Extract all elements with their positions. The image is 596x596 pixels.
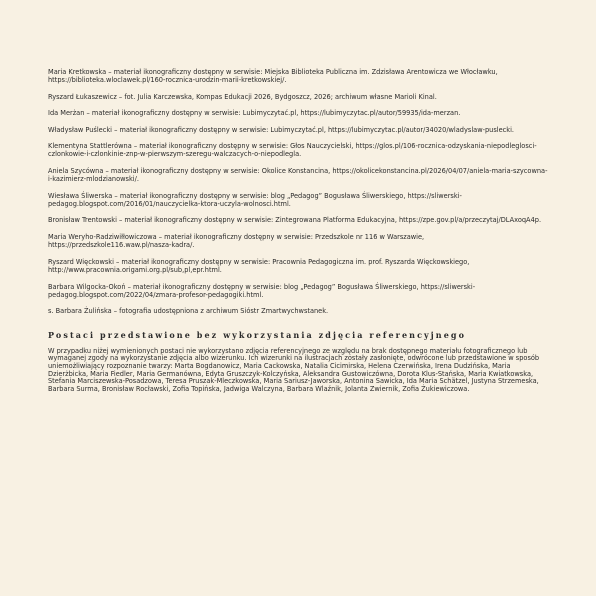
credit-entry-wilgocka: Barbara Wilgocka-Okoń – materiał ikonograficzny dostępny w serwisie: blog „Pedagog” Bogusława Śliwerskiego, https://sliwerski-pedagog.blogspot.com/2022/04/zmara-profesor-pedagogiki.html. bbox=[48, 282, 476, 299]
credit-entry-sliwerska: Wiesława Śliwerska – materiał ikonograficzny dostępny w serwisie: blog „Pedagog” Bogusława Śliwerskiego, https://sliwerski-pedagog.blogspot.com/2016/01/nauczycielka-ktora-uczyla-wolnosci.html. bbox=[48, 191, 462, 209]
credit-entry-weryho: Maria Weryho-Radziwiłłowiczowa – materiał ikonograficzny dostępny w serwisie: Przedszkole nr 116 w Warszawie, https://przedszkole116.waw.pl/nasza-kadra/. bbox=[48, 232, 425, 250]
credit-entry-stattlerowna: Klementyna Stattlerówna – materiał ikonograficzny dostępny w serwisie: Głos Nauczycielski, https://glos.pl/106-rocznica-odzyskania-niepodleglosci-czlonkowie-i-czlonkinie-znp-w-pierwszym-szeregu-walczacych-o-niepodlegla. bbox=[48, 142, 537, 159]
credit-entry-zulinska: s. Barbara Żulińska – fotografia udostępniona z archiwum Sióstr Zmartwychwstanek. bbox=[48, 307, 329, 316]
credit-entry-lukaszewicz: Ryszard Łukaszewicz – fot. Julia Karczewska, Kompas Edukacji 2026, Bydgoszcz, 2026; archiwum własne Marioli Kinal. bbox=[48, 92, 437, 101]
credit-entry-merzan: Ida Merżan – materiał ikonograficzny dostępny w serwisie: Lubimyczytać.pl, https://lubimyczytac.pl/autor/59935/ida-merzan. bbox=[48, 109, 461, 118]
credits-page bbox=[48, 68, 548, 393]
section-note: W przypadku niżej wymienionych postaci nie wykorzystano zdjęcia referencyjnego ze względu na brak dostępnego materiału fotograficznego lub wymaganej zgody na wykorzystanie zdjęcia albo wizerunku. Ich wizerunki na ilustracjach zostały zasłonięte, odwrócone lub przedstawione w sposób uniemożliwiający rozpoznanie twarzy: Marta Bogdanowicz, Maria Cackowska, Natalia Cicimirska, Helena Czerwińska, Irena Dudzińska, Maria Dzierżbicka, Maria Fiedler, Maria Germanówna, Edyta Gruszczyk-Kolczyńska, Aleksandra Gustowiczówna, Dorota Klus-Stańska, Maria Kwiatkowska, Stefania Marciszewska-Posadzowa, Teresa Pruszak-Mleczkowska, Maria Sariusz-Jaworska, Antonina Sawicka, Ida Maria Schätzel, Justyna Strzemeska, Barbara Surma, Bronisław Rocławski, Zofia Topińska, Jadwiga Walczyna, Barbara Wlaźnik, Jolanta Zwiernik, Zofia Żukiewiczowa. bbox=[48, 346, 540, 393]
credit-entry-wieckowski: Ryszard Więckowski – materiał ikonograficzny dostępny w serwisie: Pracownia Pedagogiczna im. prof. Ryszarda Więckowskiego, http://www.pracownia.origami.org.pl/sub,pl,epr.html. bbox=[48, 257, 470, 275]
section-title: Postaci przedstawione bez wykorzystania zdjęcia referencyjnego bbox=[48, 329, 467, 340]
credit-entry-puslecki: Władysław Puślecki – materiał ikonograficzny dostępny w serwisie: Lubimyczytać.pl, https://lubimyczytac.pl/autor/34020/wladyslaw-puslecki. bbox=[48, 125, 515, 134]
credit-entry-trentowski: Bronisław Trentowski – materiał ikonograficzny dostępny w serwisie: Zintegrowana Platforma Edukacyjna, https://zpe.gov.pl/a/przeczytaj/DLAxoqA4p. bbox=[48, 216, 542, 225]
credit-entry-szycowna: Aniela Szycówna – materiał ikonograficzny dostępny w serwisie: Okolice Konstancina, https://okolicekonstancina.pl/2026/04/07/aniela-maria-szycowna-i-kazimierz-mlodzianowski/. bbox=[48, 166, 548, 184]
credit-entry-kretkowska: Maria Kretkowska – materiał ikonograficzny dostępny w serwisie: Miejska Biblioteka Publiczna im. Zdzisława Arentowicza we Włocławku, https://biblioteka.wloclawek.pl/160-rocznica-urodzin-marii-kretkowskiej/. bbox=[48, 68, 498, 85]
